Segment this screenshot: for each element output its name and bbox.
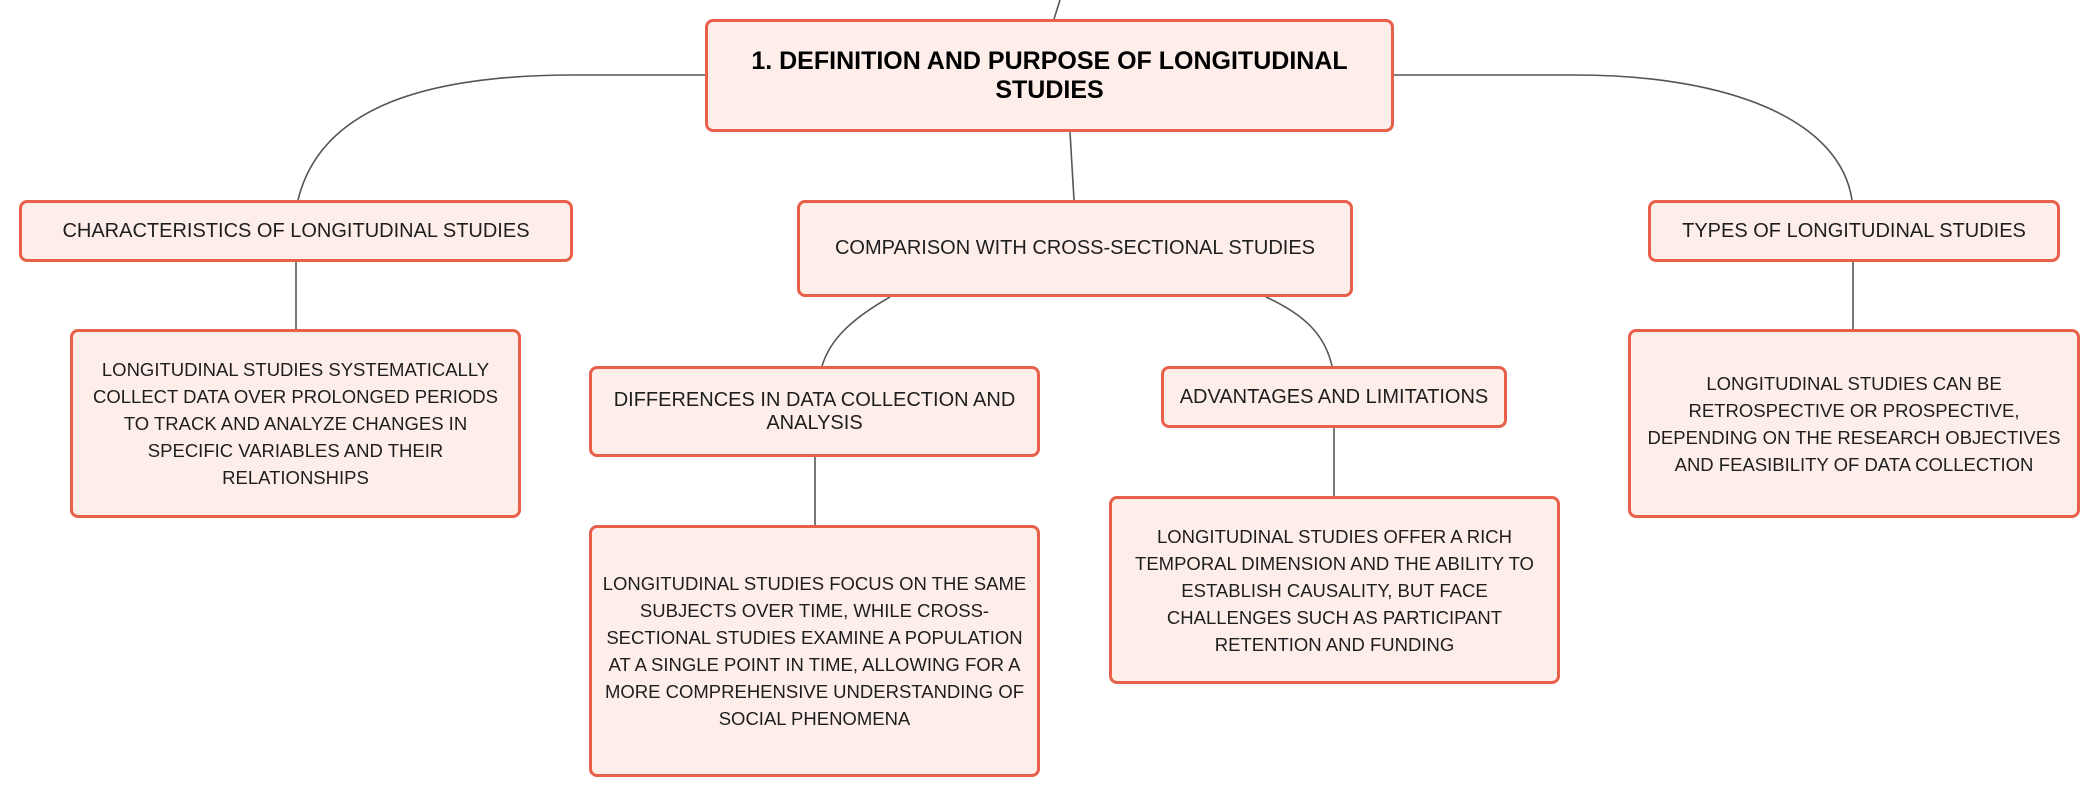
detail-differences-text: LONGITUDINAL STUDIES FOCUS ON THE SAME SUBJECTS OVER TIME, WHILE CROSS-SECTIONAL STUDIES EXAMINE A POPULATION AT A SINGLE POINT IN TIME, ALLOWING FOR A MORE COMPREHENSIVE UNDERSTANDING OF SOCIAL PHENOMENA xyxy=(602,573,1027,729)
detail-types[interactable] xyxy=(1628,329,2080,518)
detail-characteristics-text: LONGITUDINAL STUDIES SYSTEMATICALLY COLLECT DATA OVER PROLONGED PERIODS TO TRACK AND ANALYZE CHANGES IN SPECIFIC VARIABLES AND THEIR RELATIONSHIPS xyxy=(92,359,499,488)
detail-types-text: LONGITUDINAL STUDIES CAN BE RETROSPECTIVE OR PROSPECTIVE, DEPENDING ON THE RESEARCH OBJECTIVES AND FEASIBILITY OF DATA COLLECTION xyxy=(1647,372,2061,475)
topic-characteristics-label: CHARACTERISTICS OF LONGITUDINAL STUDIES xyxy=(62,219,530,242)
detail-differences[interactable] xyxy=(589,525,1040,777)
topic-types[interactable] xyxy=(1648,200,2060,262)
subtopic-differences-label: DIFFERENCES IN DATA COLLECTION AND ANALYSIS xyxy=(613,388,1016,434)
subtopic-advantages-label: ADVANTAGES AND LIMITATIONS xyxy=(1179,385,1489,408)
detail-advantages-text: LONGITUDINAL STUDIES OFFER A RICH TEMPORAL DIMENSION AND THE ABILITY TO ESTABLISH CAUSALITY, BUT FACE CHALLENGES SUCH AS PARTICIPANT RETENTION AND FUNDING xyxy=(1135,525,1534,655)
detail-advantages[interactable] xyxy=(1109,496,1560,684)
topic-characteristics[interactable] xyxy=(19,200,573,262)
root-node[interactable] xyxy=(705,19,1394,132)
root-label: 1. DEFINITION AND PURPOSE OF LONGITUDINAL STUDIES xyxy=(751,46,1348,104)
topic-types-label: TYPES OF LONGITUDINAL STUDIES xyxy=(1682,219,2026,242)
subtopic-advantages[interactable] xyxy=(1161,366,1507,428)
subtopic-differences[interactable] xyxy=(589,366,1040,457)
connector-root-types xyxy=(1394,75,1852,200)
connector-comparison-advantages xyxy=(1266,297,1332,366)
topic-comparison-label: COMPARISON WITH CROSS-SECTIONAL STUDIES xyxy=(834,237,1316,259)
topic-comparison[interactable] xyxy=(797,200,1353,297)
detail-characteristics[interactable] xyxy=(70,329,521,518)
connector-root-parent xyxy=(1054,0,1060,19)
connector-comparison-differences xyxy=(822,297,890,366)
connector-root-characteristics xyxy=(298,75,705,200)
connector-root-comparison xyxy=(1070,132,1074,200)
